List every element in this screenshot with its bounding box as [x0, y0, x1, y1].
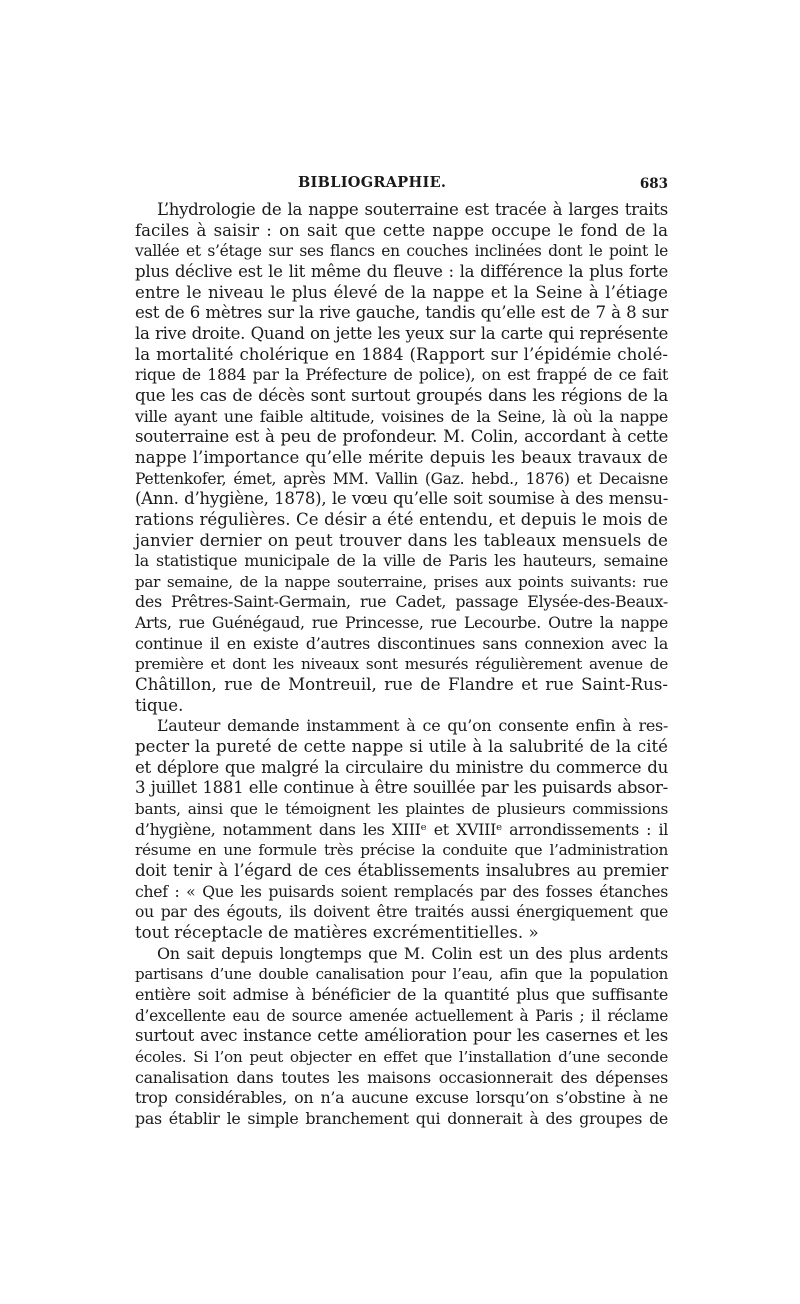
text-line: plus déclive est le lit même du fleuve : la différence la plus forte	[135, 261, 668, 281]
text-line: canalisation dans toutes les maisons occasionnerait des dépenses	[135, 1067, 668, 1087]
text-line: Arts, rue Guénégaud, rue Princesse, rue Lecourbe. Outre la nappe	[135, 613, 668, 633]
text-line: (Ann. d’hygiène, 1878), le vœu qu’elle soit soumise à des mensu-	[135, 489, 668, 509]
text-line: pecter la pureté de cette nappe si utile à la salubrité de la cité	[135, 737, 668, 757]
text-line: Châtillon, rue de Montreuil, rue de Flandre et rue Saint-Rus-	[135, 675, 668, 695]
running-title: BIBLIOGRAPHIE.	[298, 174, 447, 191]
text-line: la statistique municipale de la ville de Paris les hauteurs, semaine	[135, 551, 668, 571]
text-line: première et dont les niveaux sont mesurés régulièrement avenue de	[135, 655, 668, 674]
text-line: entière soit admise à bénéficier de la quantité plus que suffisante	[135, 984, 668, 1004]
page-number: 683	[639, 176, 668, 192]
text-line: résume en une formule très précise la conduite que l’administration	[135, 841, 668, 860]
text-line: la mortalité cholérique en 1884 (Rapport sur l’épidémie cholé-	[135, 344, 668, 364]
text-line: tout réceptacle de matières excrémentitielles. »	[135, 922, 539, 942]
text-line: pas établir le simple branchement qui donnerait à des groupes de	[135, 1108, 668, 1128]
text-line: L’hydrologie de la nappe souterraine est tracée à larges traits	[157, 200, 668, 219]
text-line: des Prêtres-Saint-Germain, rue Cadet, passage Elysée-des-Beaux-	[135, 592, 668, 612]
text-line: bants, ainsi que le témoignent les plaintes de plusieurs commissions	[135, 800, 668, 819]
paragraph-hydrologie	[135, 200, 668, 716]
paragraph-canalisation	[135, 944, 668, 1130]
text-line: par semaine, de la nappe souterraine, prises aux points suivants: rue	[135, 572, 668, 591]
text-line: On sait depuis longtemps que M. Colin est un des plus ardents	[157, 943, 668, 963]
text-line: écoles. Si l’on peut objecter en effet que l’installation d’une seconde	[135, 1047, 668, 1066]
text-line: janvier dernier on peut trouver dans les tableaux mensuels de	[135, 530, 668, 550]
running-header	[135, 170, 668, 196]
text-line: L’auteur demande instamment à ce qu’on consente enfin à res-	[157, 716, 668, 736]
text-line: que les cas de décès sont surtout groupés dans les régions de la	[135, 385, 668, 405]
text-line: nappe l’importance qu’elle mérite depuis les beaux travaux de	[135, 447, 668, 467]
text-line: la rive droite. Quand on jette les yeux sur la carte qui représente	[135, 323, 668, 343]
text-line: surtout avec instance cette amélioration pour les casernes et les	[135, 1026, 668, 1046]
text-line: doit tenir à l’égard de ces établissements insalubres au premier	[135, 861, 668, 880]
body-text	[135, 200, 668, 1130]
text-line: d’excellente eau de source amenée actuellement à Paris ; il réclame	[135, 1006, 668, 1025]
text-line: continue il en existe d’autres discontinues sans connexion avec la	[135, 633, 668, 653]
text-line: Pettenkofer, émet, après MM. Vallin (Gaz. hebd., 1876) et Decaisne	[135, 469, 668, 488]
text-line: rations régulières. Ce désir a été entendu, et depuis le mois de	[135, 509, 668, 529]
document-page	[135, 170, 668, 1130]
text-line: chef : « Que les puisards soient remplacés par des fosses étanches	[135, 881, 668, 901]
text-line: 3 juillet 1881 elle continue à être souillée par les puisards absor-	[135, 778, 668, 798]
text-line: souterraine est à peu de profondeur. M. Colin, accordant à cette	[135, 427, 668, 447]
text-line: et déplore que malgré la circulaire du ministre du commerce du	[135, 757, 668, 777]
text-line: partisans d’une double canalisation pour l’eau, afin que la population	[135, 965, 668, 984]
text-line: rique de 1884 par la Préfecture de police), on est frappé de ce fait	[135, 365, 668, 385]
text-line: ville ayant une faible altitude, voisines de la Seine, là où la nappe	[135, 406, 668, 426]
text-line: d’hygiène, notamment dans les XIIIᵉ et XVIIIᵉ arrondissements : il	[135, 819, 668, 839]
text-line: ou par des égouts, ils doivent être traités aussi énergiquement que	[135, 903, 668, 922]
text-line: tique.	[135, 695, 184, 715]
text-line: faciles à saisir : on sait que cette nappe occupe le fond de la	[135, 220, 668, 240]
text-line: entre le niveau le plus élevé de la nappe et la Seine à l’étiage	[135, 282, 668, 302]
text-line: est de 6 mètres sur la rive gauche, tandis qu’elle est de 7 à 8 sur	[135, 303, 668, 323]
paragraph-auteur	[135, 716, 668, 943]
text-line: trop considérables, on n’a aucune excuse lorsqu’on s’obstine à ne	[135, 1088, 668, 1108]
text-line: vallée et s’étage sur ses flancs en couches inclinées dont le point le	[135, 242, 668, 261]
